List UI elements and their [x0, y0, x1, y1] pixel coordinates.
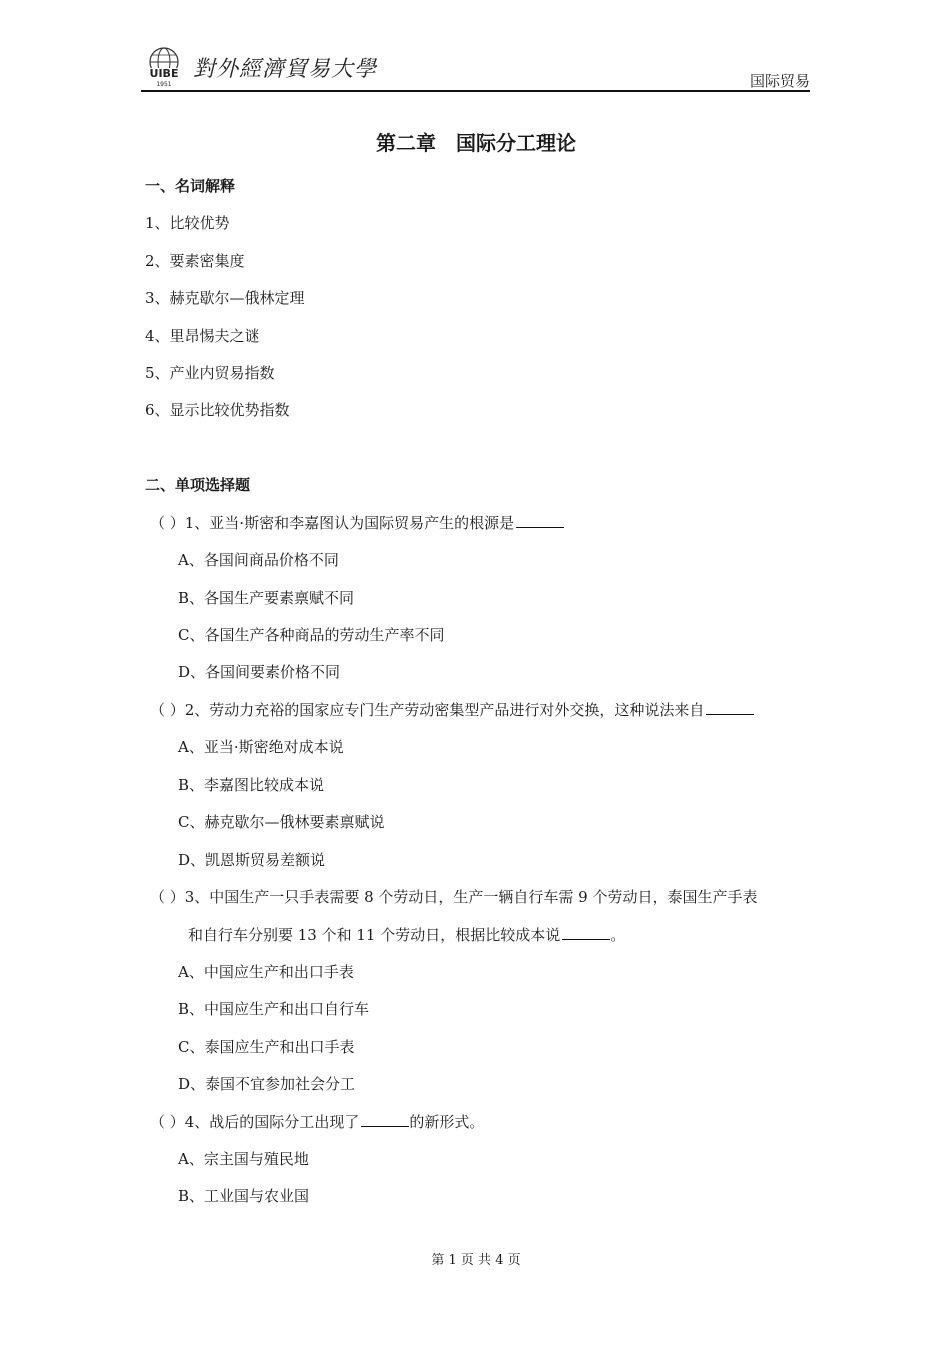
answer-blank	[361, 1125, 409, 1127]
question-stem: （ ）1、亚当·斯密和李嘉图认为国际贸易产生的根源是	[150, 514, 515, 532]
option: D、泰国不宜参加社会分工	[178, 1075, 356, 1093]
option: C、赫克歇尔—俄林要素禀赋说	[178, 813, 385, 831]
option: C、各国生产各种商品的劳动生产率不同	[178, 626, 445, 644]
option: B、中国应生产和出口自行车	[178, 1000, 370, 1018]
term-item: 1、比较优势	[145, 214, 230, 232]
subject-label: 国际贸易	[749, 72, 810, 90]
option: A、各国间商品价格不同	[178, 551, 339, 569]
option: D、凯恩斯贸易差额说	[178, 851, 326, 869]
question-stem: （ ）4、战后的国际分工出现了	[150, 1113, 360, 1131]
header-divider	[141, 90, 810, 92]
question-3	[150, 886, 757, 907]
question-stem-cont: 和自行车分别要 13 个和 11 个劳动日，根据比较成本说	[188, 926, 561, 944]
term-item: 4、里昂惕夫之谜	[145, 327, 260, 345]
answer-blank	[516, 526, 564, 528]
answer-blank	[706, 713, 754, 715]
section-heading-choice: 二、单项选择题	[145, 476, 251, 494]
question-stem-end: 。	[610, 926, 626, 944]
answer-blank	[562, 938, 610, 940]
option: B、李嘉图比较成本说	[178, 776, 325, 794]
question-1	[150, 512, 564, 533]
university-logo-icon	[141, 44, 187, 88]
section-heading-terms: 一、名词解释	[145, 177, 236, 195]
option: A、宗主国与殖民地	[178, 1150, 309, 1168]
option: B、各国生产要素禀赋不同	[178, 589, 355, 607]
svg-text:1951: 1951	[156, 81, 172, 88]
question-4	[150, 1111, 484, 1132]
question-stem: （ ）2、劳动力充裕的国家应专门生产劳动密集型产品进行对外交换，这种说法来自	[150, 701, 705, 719]
page-header	[141, 40, 810, 94]
page-number: 第 1 页 共 4 页	[431, 1253, 521, 1268]
chapter-title: 第二章 国际分工理论	[376, 131, 576, 155]
option: D、各国间要素价格不同	[178, 663, 341, 681]
university-name: 對外經濟貿易大學	[193, 57, 378, 82]
option: A、中国应生产和出口手表	[178, 963, 354, 981]
svg-text:UIBE: UIBE	[149, 67, 179, 80]
term-item: 3、赫克歇尔—俄林定理	[145, 289, 305, 307]
term-item: 5、产业内贸易指数	[145, 364, 275, 382]
term-item: 2、要素密集度	[145, 252, 245, 270]
question-stem-end: 的新形式。	[409, 1113, 485, 1131]
option: B、工业国与农业国	[178, 1187, 310, 1205]
question-2	[150, 699, 754, 720]
question-stem: （ ）3、中国生产一只手表需要 8 个劳动日，生产一辆自行车需 9 个劳动日，泰国生产手表	[150, 888, 758, 906]
option: A、亚当·斯密绝对成本说	[178, 738, 344, 756]
term-item: 6、显示比较优势指数	[145, 401, 290, 419]
option: C、泰国应生产和出口手表	[178, 1038, 355, 1056]
question-3-continued	[188, 924, 625, 945]
